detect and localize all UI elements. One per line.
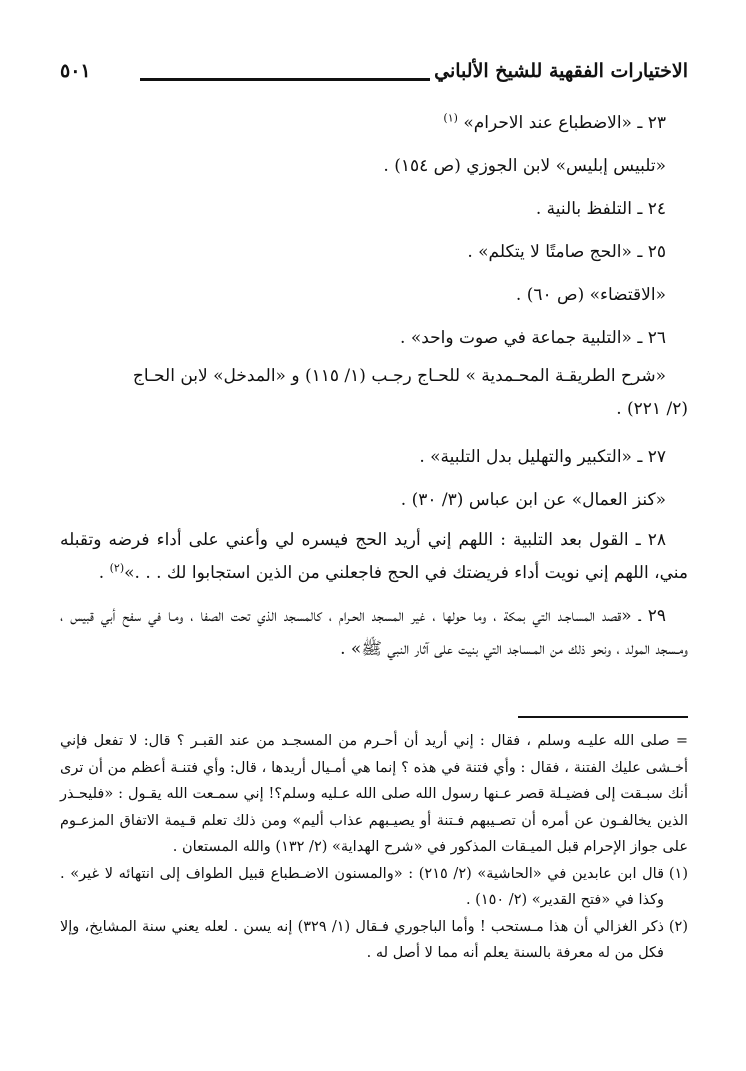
footnote-1-mark: (١): [668, 865, 688, 882]
item-25: ٢٥ ـ «الحج صامتًا لا يتكلم» .: [467, 242, 666, 262]
item-28-end: .: [98, 563, 110, 583]
header-rule: [140, 78, 430, 81]
footnote-2-text: ذكر الغزالي أن هذا مـستحب ! وأما الباجوري فـقال (١/ ٣٢٩) إنه يسن . لعله يعني سنة المشايخ، وإلا فكل من له معرفة بالسنة يعلم أنه مما لا أصل له .: [60, 918, 665, 961]
header-title: الاختيارات الفقهية للشيخ الألباني: [434, 60, 688, 82]
footnote-ref-2: (٢): [109, 561, 125, 575]
footnote-2: [60, 914, 688, 967]
source-27: «كنز العمال» عن ابن عباس (٣/ ٣٠) .: [400, 490, 666, 510]
footnote-continuation: = صلى الله عليـه وسلم ، فقال : إني أريد أن أحـرم من المسجـد من عند القبـر ؟ قال: لا تفعل فإني أخـشى عليك الفتنة ، فقال : وأي فتنة في هذه ؟ إنما هي أمـيال أريدها ، قال: وأي فتنـة أعظم من أن ترى أنك سبـقت إلى فضيـلة قصر عـنها رسول الله صلى الله عـليه وسلم؟! إني سمـعت الله يقـول : «فليحـذر الذين يخالفـون عن أمره أن تصـيبهم فـتنة أو يصيـبهم عذاب أليم» ومن ذلك تعلم قـيمة الاتفاق المزعـوم على جواز الإحرام قبل الميـقات المذكور في «شرح الهداية» (٢/ ١٣٢) والله المستعان .: [60, 733, 688, 855]
source-25: «الاقتضاء» (ص ٦٠) .: [515, 285, 666, 305]
footnote-2-mark: (٢): [668, 918, 688, 935]
footnote-rule: [518, 716, 688, 718]
item-23: [60, 102, 688, 145]
item-27: ٢٧ ـ «التكبير والتهليل بدل التلبية» .: [419, 447, 666, 467]
main-text: [60, 102, 688, 666]
item-29: ٢٩ ـ «قصد المساجـد التي بمكة ، وما حولها ، غير المسجد الحـرام ، كالمسجد الذي تحت الصفا ، ومـا في سفح أبي قبيس ، ومـسجد المولد ، ونحو ذلك من المـساجد التي بنيت على آثار النبي ﷺ» .: [60, 606, 688, 659]
item-26: ٢٦ ـ «التلبية جماعة في صوت واحد» .: [400, 328, 666, 348]
source-26-b: (٢/ ٢٢١) .: [616, 399, 688, 419]
footnote-1-text: قال ابن عابدين في «الحاشية» (٢/ ٢١٥) : «والمسنون الاضـطباع قبيل الطواف إلى انتهائه لا غير» . وكذا في «فتح القدير» (٢/ ١٥٠) .: [60, 865, 665, 908]
item-23-text: ٢٣ ـ «الاضطباع عند الاحرام»: [463, 113, 666, 133]
footnote-1: [60, 861, 688, 914]
running-header: [60, 58, 688, 92]
item-28: [60, 524, 688, 590]
item-28-text: ٢٨ ـ القول بعد التلبية : اللهم إني أريد الحج فيسره لي وأعني على أداء فرضه وتقبله مني، اللهم إني نويت أداء فريضتك في الحج فاجعلني من الذين استجابوا لك . . .»: [60, 530, 688, 583]
page-number: ٥٠١: [60, 60, 91, 82]
source-23: «تلبيس إبليس» لابن الجوزي (ص ١٥٤) .: [383, 156, 666, 176]
footnotes: [60, 728, 688, 967]
footnote-ref-1: (١): [443, 111, 458, 125]
source-26-a: «شرح الطريقـة المحـمدية » للحـاج رجـب (١/ ١١٥) و «المدخل» لابن الحـاج: [132, 366, 666, 386]
item-24: ٢٤ ـ التلفظ بالنية .: [535, 199, 666, 219]
